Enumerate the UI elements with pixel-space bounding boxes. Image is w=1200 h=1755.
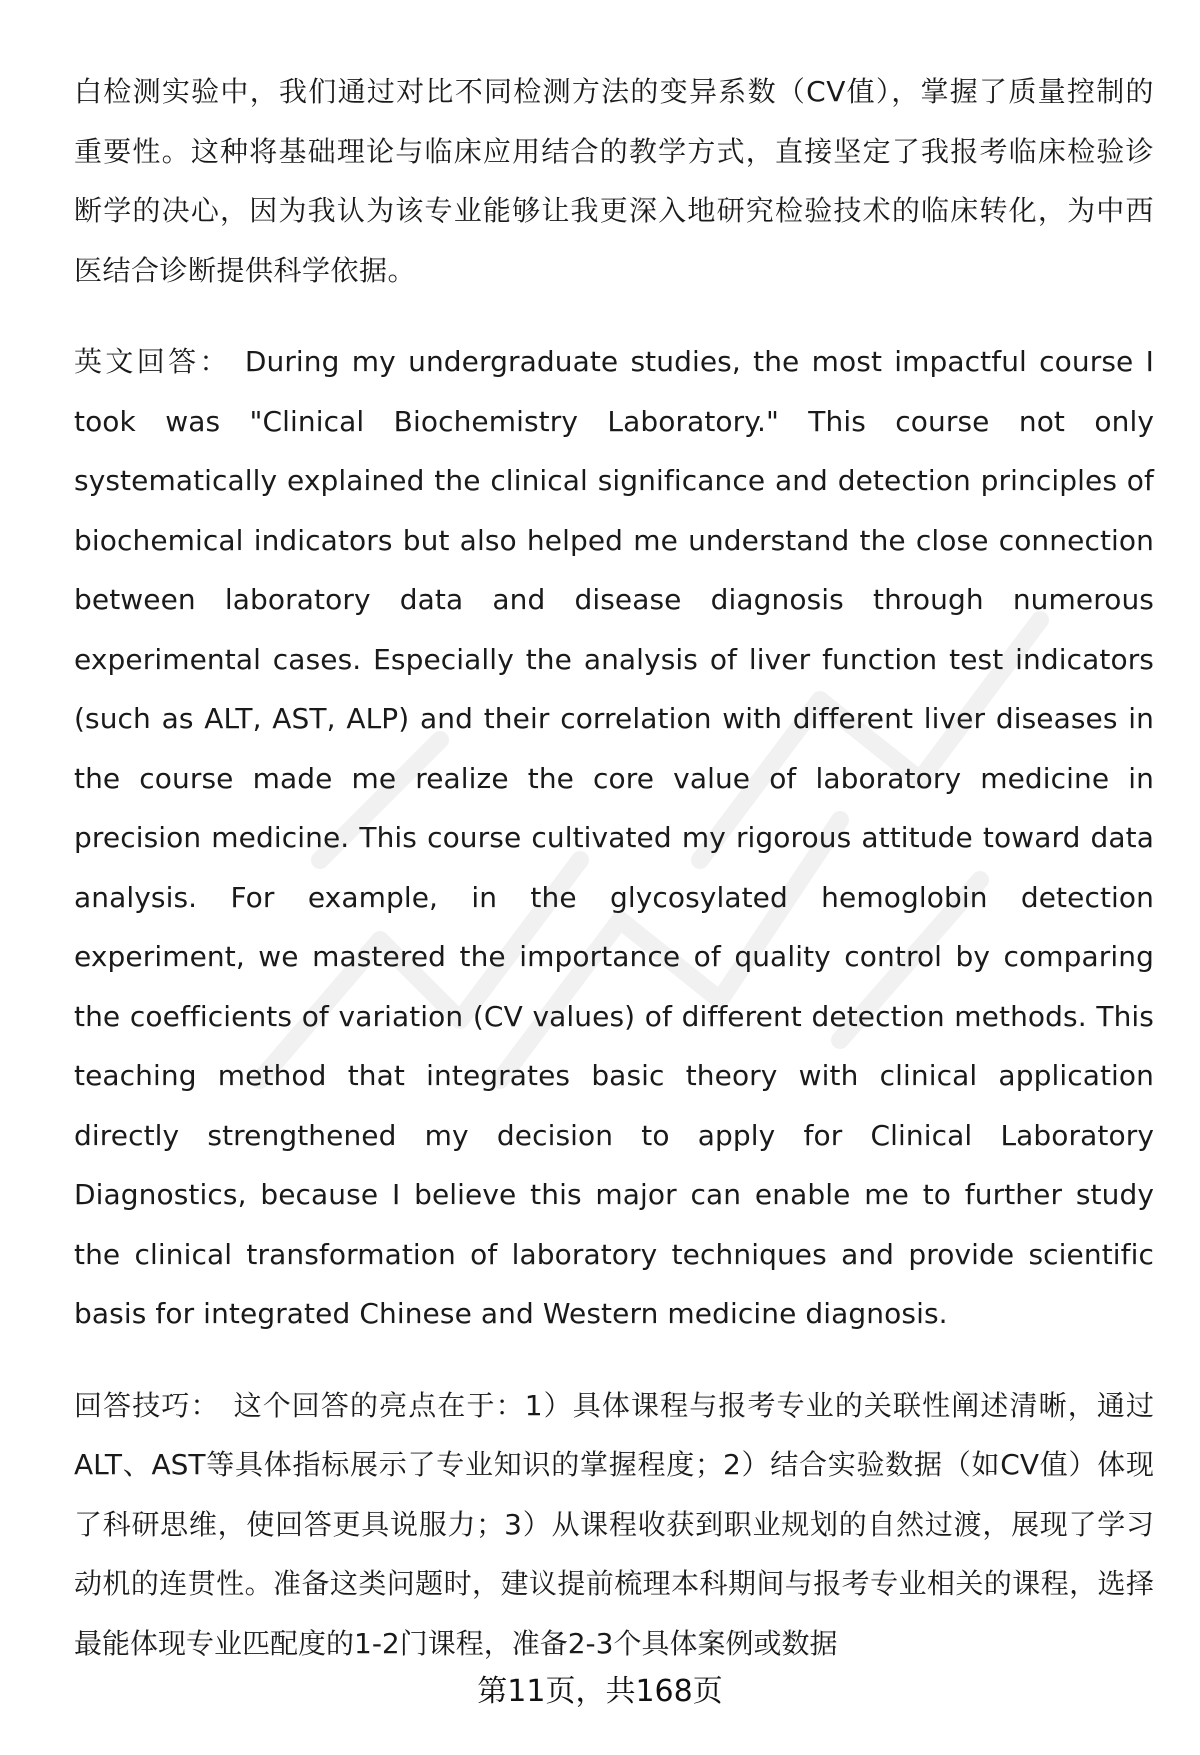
english-answer-text: During my undergraduate studies, the most impactful course I took was "Clinical Biochemistry Laboratory." This course not only systematically explained the clinical significance and detection principles of biochemical indicators but also helped me understand the close connection between laboratory data and disease diagnosis through numerous experimental cases. Especially the analysis of liver function test indicators (such as ALT, AST, ALP) and their correlation with different liver diseases in the course made me realize the core value of laboratory medicine in precision medicine. This course cultivated my rigorous attitude toward data analysis. For example, in the glycosylated hemoglobin detection experiment, we mastered the importance of quality control by comparing the coefficients of variation (CV values) of different detection methods. This teaching method that integrates basic theory with clinical application directly strengthened my decision to apply for Clinical Laboratory Diagnostics, because I believe this major can enable me to further study the clinical transformation of laboratory techniques and provide scientific basis for integrated Chinese and Western medicine diagnosis. bbox=[74, 345, 1154, 1330]
page-number-footer: 第11页，共168页 bbox=[477, 1674, 723, 1709]
english-answer-paragraph bbox=[74, 332, 1154, 1344]
answer-tips-text: 这个回答的亮点在于：1）具体课程与报考专业的关联性阐述清晰，通过ALT、AST等具体指标展示了专业知识的掌握程度；2）结合实验数据（如CV值）体现了科研思维，使回答更具说服力；3）从课程收获到职业规划的自然过渡，展现了学习动机的连贯性。准备这类问题时，建议提前梳理本科期间与报考专业相关的课程，选择最能体现专业匹配度的1-2门课程，准备2-3个具体案例或数据 bbox=[74, 1388, 1154, 1660]
english-answer-label: 英文回答： bbox=[74, 345, 231, 378]
answer-tips-label: 回答技巧： bbox=[74, 1388, 220, 1422]
continued-chinese-paragraph: 白检测实验中，我们通过对比不同检测方法的变异系数（CV值），掌握了质量控制的重要性。这种将基础理论与临床应用结合的教学方式，直接坚定了我报考临床检验诊断学的决心，因为我认为该专业能够让我更深入地研究检验技术的临床转化，为中西医结合诊断提供科学依据。 bbox=[74, 75, 1154, 287]
answer-tips-paragraph bbox=[74, 1376, 1154, 1674]
document-body bbox=[74, 62, 1154, 1705]
